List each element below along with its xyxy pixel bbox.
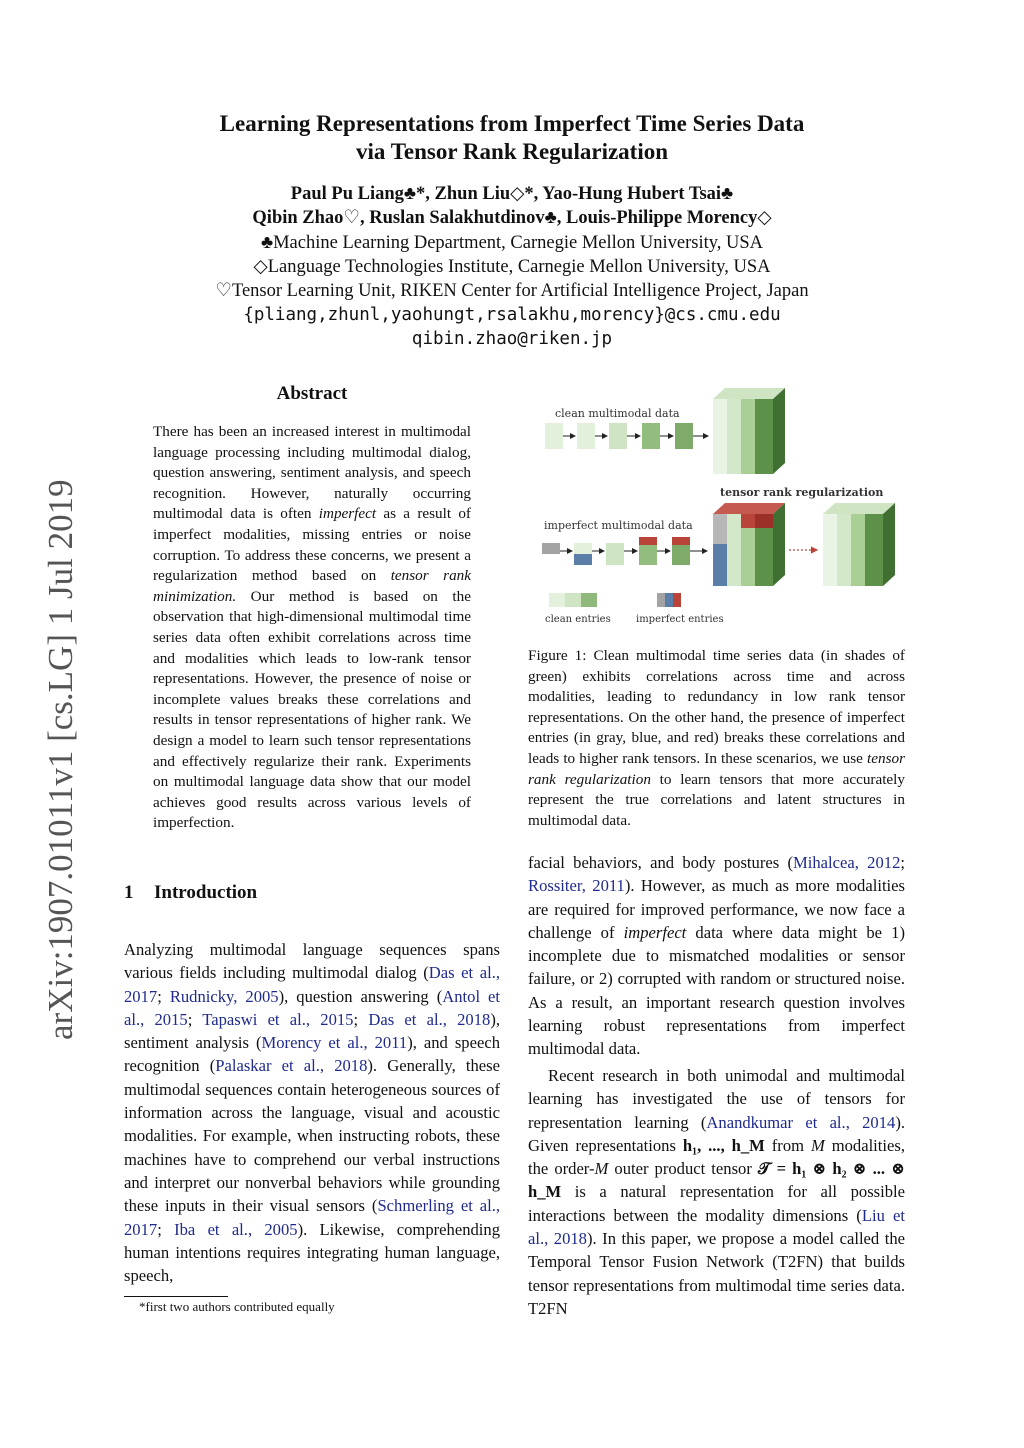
- clean-block-2: [577, 423, 595, 449]
- introduction-paragraph-2: [528, 851, 905, 1061]
- text-run: ), question answering (: [278, 986, 443, 1006]
- emphasis-imperfect: imperfect: [623, 922, 687, 942]
- legend-clean-entries: clean entries: [545, 614, 611, 625]
- imperfect-sequence: [542, 537, 707, 565]
- caption-part-1: Figure 1: Clean multimodal time series data (in shades of green) exhibits correlations across time and across modalities, leading to redundancy in low rank tensor representations. On the other hand, the presence of imperfect entries (in gray, blue, and red) breaks these correlations and leads to higher rank tensors. In these scenarios, we use: [528, 647, 905, 767]
- citation-link[interactable]: Schmerling et al., 2017: [124, 1196, 500, 1239]
- citation-link[interactable]: Rossiter, 2011: [528, 876, 625, 896]
- section-heading-introduction: [124, 882, 504, 904]
- legend-imperfect-entries: imperfect entries: [636, 614, 724, 625]
- arxiv-side-stamp: arXiv:1907.01011v1 [cs.LG] 1 Jul 2019: [41, 479, 80, 1040]
- footnote-equal-contribution: *first two authors contributed equally: [139, 1299, 335, 1314]
- affiliations: [0, 231, 1024, 303]
- text-run: Analyzing multimodal language sequences spans various fields including multimodal dialog (: [124, 940, 500, 983]
- text-run: ), and speech recognition (: [124, 1033, 500, 1076]
- authors-line-2: Qibin Zhao♡, Ruslan Salakhutdinov♣, Louis-Philippe Morency◇: [252, 208, 772, 228]
- text-run: modalities, the order-: [528, 1135, 905, 1179]
- figure-1-caption: [528, 646, 905, 831]
- citation-link[interactable]: Anandkumar et al., 2014: [706, 1112, 896, 1132]
- math-m: M: [594, 1159, 609, 1179]
- imperfect-block-3: [606, 543, 624, 565]
- label-tensor-rank-regularization: tensor rank regularization: [720, 486, 884, 499]
- text-run: ). Likewise, comprehending human intentions requires integrating human language, speech,: [124, 1219, 500, 1286]
- caption-part-2: to learn tensors that more accurately represent the true correlations and latent structures in multimodal data.: [528, 770, 905, 829]
- author-list: [0, 182, 1024, 230]
- citation-link[interactable]: Palaskar et al., 2018: [215, 1056, 368, 1076]
- footnote-rule: [124, 1296, 228, 1297]
- abstract-part-2: as a result of imperfect modalities, missing entries or noise corruption. To address these concerns, we present a regularization method based on: [153, 505, 471, 585]
- text-run: Recent research in both unimodal and multimodal learning has investigated the use of tensors for representation learning (: [528, 1066, 905, 1132]
- email-line-2[interactable]: qibin.zhao@riken.jp: [411, 329, 613, 349]
- citation-link[interactable]: Das et al., 2018: [368, 1009, 491, 1029]
- clean-block-3: [609, 423, 627, 449]
- abstract-emphasis-imperfect: imperfect: [318, 505, 377, 523]
- regularized-tensor: [823, 503, 895, 586]
- imperfect-block-2a: [574, 543, 592, 554]
- text-run: is a natural representation for all possible interactions between the modality dimensions (: [528, 1182, 905, 1225]
- citation-link[interactable]: Das et al., 2017: [124, 963, 501, 1006]
- imperfect-block-blue: [574, 554, 592, 565]
- citation-link[interactable]: Tapaswi et al., 2015: [202, 1009, 354, 1029]
- citation-link[interactable]: Liu et al., 2018: [528, 1205, 905, 1249]
- abstract-heading: Abstract: [276, 383, 348, 404]
- text-run: ;: [353, 1009, 369, 1029]
- clean-block-5: [675, 423, 693, 449]
- citation-link[interactable]: Morency et al., 2011: [261, 1033, 408, 1053]
- text-run: from: [764, 1135, 811, 1155]
- caption-emphasis: tensor rank regularization: [528, 749, 905, 788]
- text-run: ). In this paper, we propose a model called the Temporal Tensor Fusion Network (T2FN) that builds tensor representations from multimodal time series data. T2FN: [528, 1229, 905, 1318]
- abstract-part-3: Our method is based on the observation that high-dimensional multimodal time series data often exhibit correlations across time and modalities which leads to low-rank tensor representations. However, the presence of noise or incomplete values breaks these correlations and results in tensor representations of higher rank. We design a model to learn such tensor representations and effectively regularize their rank. Experiments on multimodal language data show that our model achieves good results across various levels of imperfection.: [153, 587, 471, 832]
- affiliation-riken: ♡Tensor Learning Unit, RIKEN Center for Artificial Intelligence Project, Japan: [215, 281, 809, 301]
- abstract-part-1: There has been an increased interest in multimodal language processing including multimodal dialog, question answering, sentiment analysis, and speech recognition. However, naturally occurring multimodal data is often: [153, 423, 471, 523]
- label-clean-multimodal-data: clean multimodal data: [555, 407, 680, 420]
- citation-link[interactable]: Iba et al., 2005: [174, 1219, 298, 1239]
- section-title: Introduction: [154, 882, 258, 903]
- affiliation-cmu-mld: ♣Machine Learning Department, Carnegie Mellon University, USA: [260, 233, 764, 253]
- text-run: ). However, as much as more modalities are required for improved performance, we now face a challenge of: [528, 876, 905, 942]
- clean-block-4: [642, 423, 660, 449]
- math-outer-product: 𝒯 = h₁ ⊗ h₂ ⊗ ... ⊗ h_M: [528, 1159, 905, 1202]
- text-run: ;: [157, 986, 170, 1006]
- text-run: data where data might be 1) incomplete due to mismatched modalities or sensor failure, or 2) corrupted with random or structured noise. As a result, an important research question involves learning robust representations from imperfect multimodal data.: [528, 922, 905, 1059]
- affiliation-cmu-lti: ◇Language Technologies Institute, Carnegie Mellon University, USA: [253, 257, 771, 277]
- citation-link[interactable]: Rudnicky, 2005: [169, 986, 279, 1006]
- introduction-paragraph-1: [124, 938, 500, 1287]
- abstract-text: [153, 422, 471, 834]
- text-run: facial behaviors, and body postures (: [528, 853, 793, 872]
- citation-link[interactable]: Antol et al., 2015: [124, 986, 501, 1029]
- introduction-paragraph-3: [528, 1064, 905, 1320]
- math-representations: h₁, ..., h_M: [682, 1135, 765, 1155]
- legend-imperfect-swatch: [657, 593, 681, 607]
- text-run: ;: [900, 853, 905, 872]
- title-line-2: via Tensor Rank Regularization: [355, 139, 669, 164]
- text-run: ;: [157, 1219, 175, 1239]
- clean-sequence: [545, 423, 708, 449]
- imperfect-high-rank-tensor: [713, 503, 785, 586]
- clean-block-1: [545, 423, 563, 449]
- email-block: [0, 303, 1024, 351]
- text-run: ;: [187, 1009, 203, 1029]
- text-run: ). Generally, these multimodal sequences contain heterogeneous sources of information across the language, visual and acoustic modalities. For example, when instructing robots, these machines have to comprehend our verbal instructions and interpret our nonverbal behaviors while grounding these inputs in their visual sensors (: [124, 1056, 500, 1216]
- text-run: ). Given representations: [528, 1112, 905, 1155]
- legend-clean-swatch: [549, 593, 597, 607]
- section-number: 1: [124, 882, 134, 903]
- label-imperfect-multimodal-data: imperfect multimodal data: [544, 519, 693, 532]
- imperfect-block-red-1: [639, 537, 657, 545]
- clean-low-rank-tensor: [713, 388, 785, 474]
- figure-1-diagram: [535, 386, 905, 631]
- citation-link[interactable]: Mihalcea, 2012: [793, 853, 901, 872]
- imperfect-block-5: [672, 545, 690, 565]
- authors-line-1: Paul Pu Liang♣*, Zhun Liu◇*, Yao-Hung Hubert Tsai♣: [290, 184, 734, 204]
- text-run: ), sentiment analysis (: [124, 1009, 500, 1053]
- text-run: outer product tensor: [608, 1159, 758, 1179]
- imperfect-block-4: [639, 545, 657, 565]
- title-line-1: Learning Representations from Imperfect Time Series Data: [219, 111, 805, 136]
- email-line-1[interactable]: {pliang,zhunl,yaohungt,rsalakhu,morency}@cs.cmu.edu: [243, 305, 781, 325]
- abstract-emphasis-tensor-rank: tensor rank minimization.: [153, 567, 472, 605]
- imperfect-block-gray: [542, 543, 560, 554]
- math-m: M: [810, 1135, 825, 1155]
- imperfect-block-red-2: [672, 537, 690, 545]
- paper-title: [0, 110, 1024, 166]
